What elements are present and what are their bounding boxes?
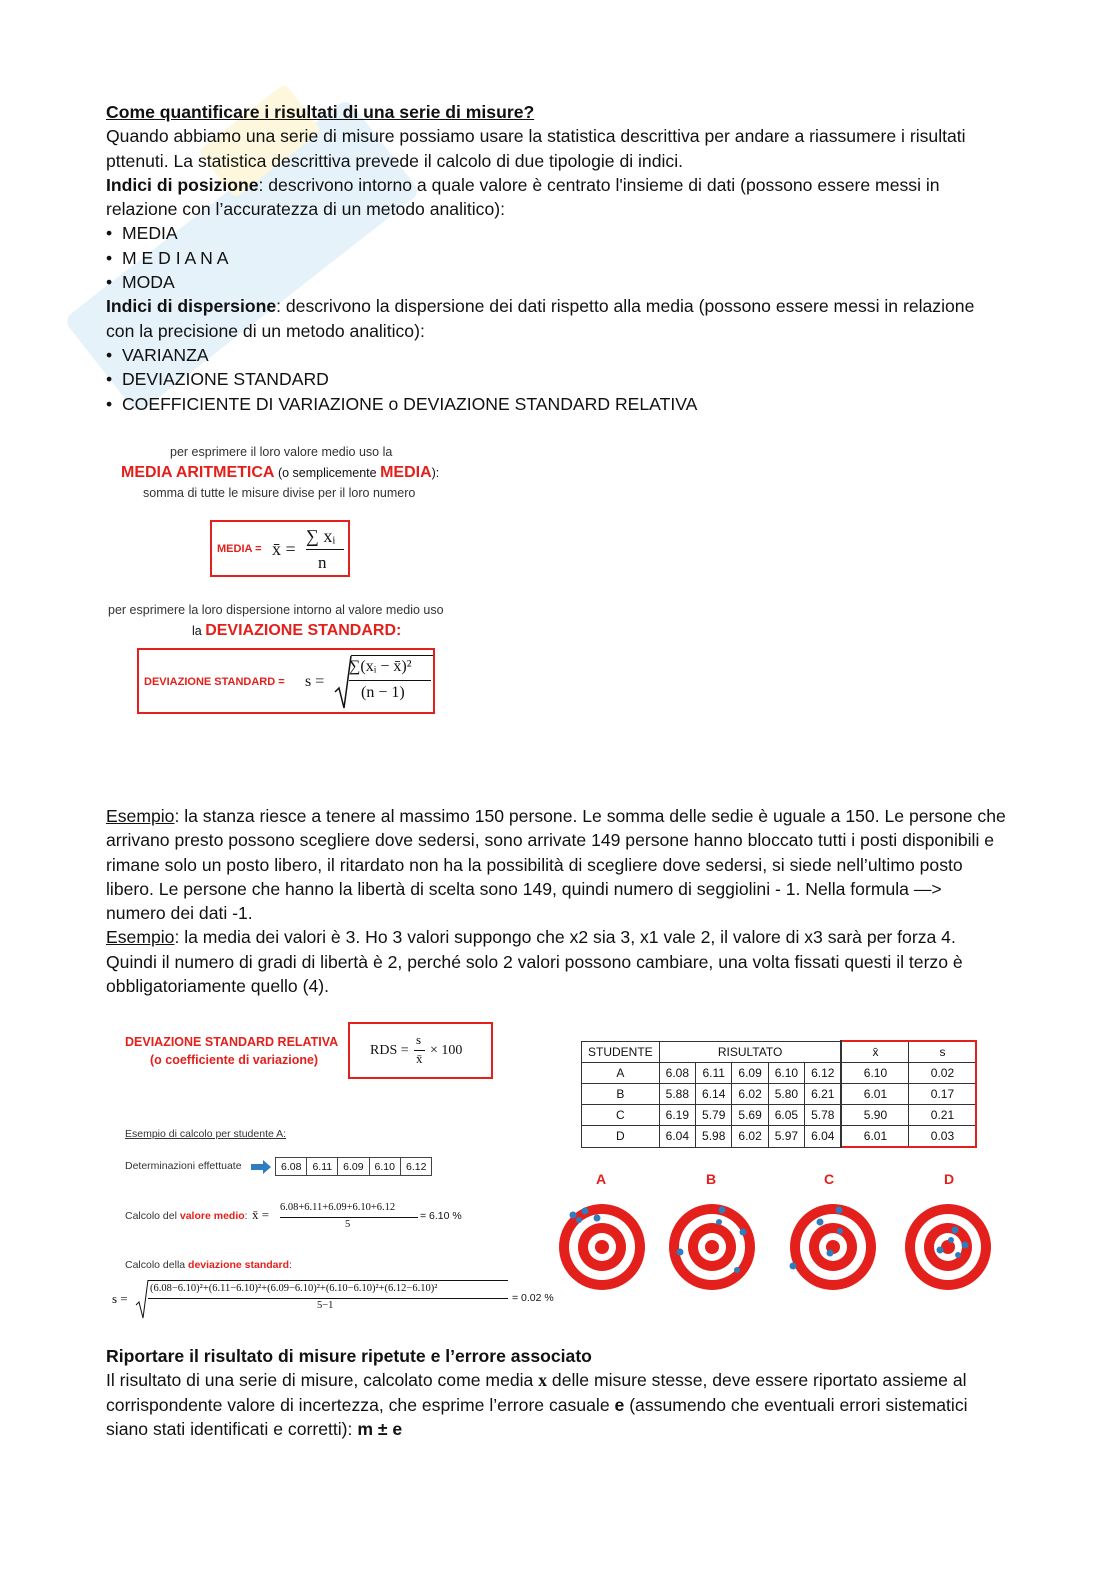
target-c-icon [790,1204,876,1290]
examples-section [106,804,1006,998]
example-2: Esempio: la media dei valori è 3. Ho 3 valori suppongo che x2 sia 3, x1 vale 2, il valore di x3 sarà per forza 4. Quindi il numero di gradi di libertà è 2, perché solo 2 valori possono cambiare, una volta fissati questi il terzo è obbligatoriamente quello (4). [106,927,963,997]
arrow-right-icon [251,1160,271,1174]
results-table [581,1040,977,1148]
rds-formula-box: RDS = s x̄ × 100 [348,1022,493,1079]
conclusion-section [106,1344,1006,1441]
position-indices: Indici di posizione: descrivono intorno a quale valore è centrato l'insieme di dati (possono essere messi in relazione con l’accuratezza di un metodo analitico): [106,174,940,220]
target-icons [555,1200,1005,1295]
section-title: Come quantificare i risultati di una serie di misure? [106,102,535,122]
target-label: A [596,1171,607,1187]
table-header: STUDENTE RISULTATO x̄ s [582,1041,977,1063]
mean-calc-label: Calcolo del valore medio: [125,1210,248,1222]
sqrt-icon [135,1279,149,1319]
conclusion-text: Il risultato di una serie di misure, calcolato come media x delle misure stesse, deve essere riportato assieme al corrispondente valore di incertezza, che esprime l’errore casuale e (assumendo che eventuali errori sistematici siano stati identificati e corretti): m ± e [106,1370,968,1439]
target-d-icon [905,1204,991,1290]
determinations-table: 6.08 6.11 6.09 6.10 6.12 [275,1157,432,1176]
target-label: C [824,1171,835,1187]
media-heading: MEDIA ARITMETICA (o semplicemente MEDIA): [121,464,440,481]
example-1: Esempio: la stanza riesce a tenere al massimo 150 persone. Le somma delle sedie è uguale a 150. Le persone che arrivano presto possono scegliere dove sedersi, sono arrivate 149 persone hanno bloccato tutti i posti disponibili e rimane solo un posto libero, il ritardato non ha la possibilità di scegliere dove sedersi, si siede nell’ultimo posto libero. Le persone che hanno la libertà di scelta sono 149, quindi numero di seggiolini - 1. Nella formula —> numero dei dati -1. [106,806,1006,924]
bullet-item: • MEDIA [106,223,178,244]
intro-paragraph: Quando abbiamo una serie di misure possiamo usare la statistica descrittiva per andare a riassumere i risultati pttenuti. La statistica descrittiva prevede il calcolo di due tipologie di indici. [106,126,966,171]
dispersion-indices: Indici di dispersione: descrivono la dispersione dei dati rispetto alla media (possono essere messi in relazione con la precisione di un metodo analitico): [106,296,975,341]
table-row: A 6.08 6.11 6.09 6.10 6.12 6.10 0.02 [582,1063,977,1084]
ds-formula-box: DEVIAZIONE STANDARD = s = ∑(xᵢ − x̄)² (n − 1) [137,648,435,714]
bullet-item: • DEVIAZIONE STANDARD [106,369,329,390]
table-row: B 5.88 6.14 6.02 5.80 6.21 6.01 0.17 [582,1084,977,1105]
bullet-item: • MODA [106,272,175,293]
sd-calc-label: Calcolo della deviazione standard: [125,1259,292,1271]
target-b-icon [669,1204,755,1290]
target-label: B [706,1171,717,1187]
target-label: D [944,1171,955,1187]
media-formula-box: MEDIA = x̄ = ∑ xᵢ n [210,520,350,577]
bullet-item: • M E D I A N A [106,247,229,268]
ds-heading: la DEVIAZIONE STANDARD: [192,622,402,639]
conclusion-title: Riportare il risultato di misure ripetute e l’errore associato [106,1346,592,1366]
intro-section [106,100,1006,416]
table-row: D 6.04 5.98 6.02 5.97 6.04 6.01 0.03 [582,1126,977,1148]
bullet-item: • VARIANZA [106,344,209,365]
table-row: C 6.19 5.79 5.69 6.05 5.78 5.90 0.21 [582,1105,977,1126]
bullet-item: • COEFFICIENTE DI VARIAZIONE o DEVIAZIONE STANDARD RELATIVA [106,393,698,414]
